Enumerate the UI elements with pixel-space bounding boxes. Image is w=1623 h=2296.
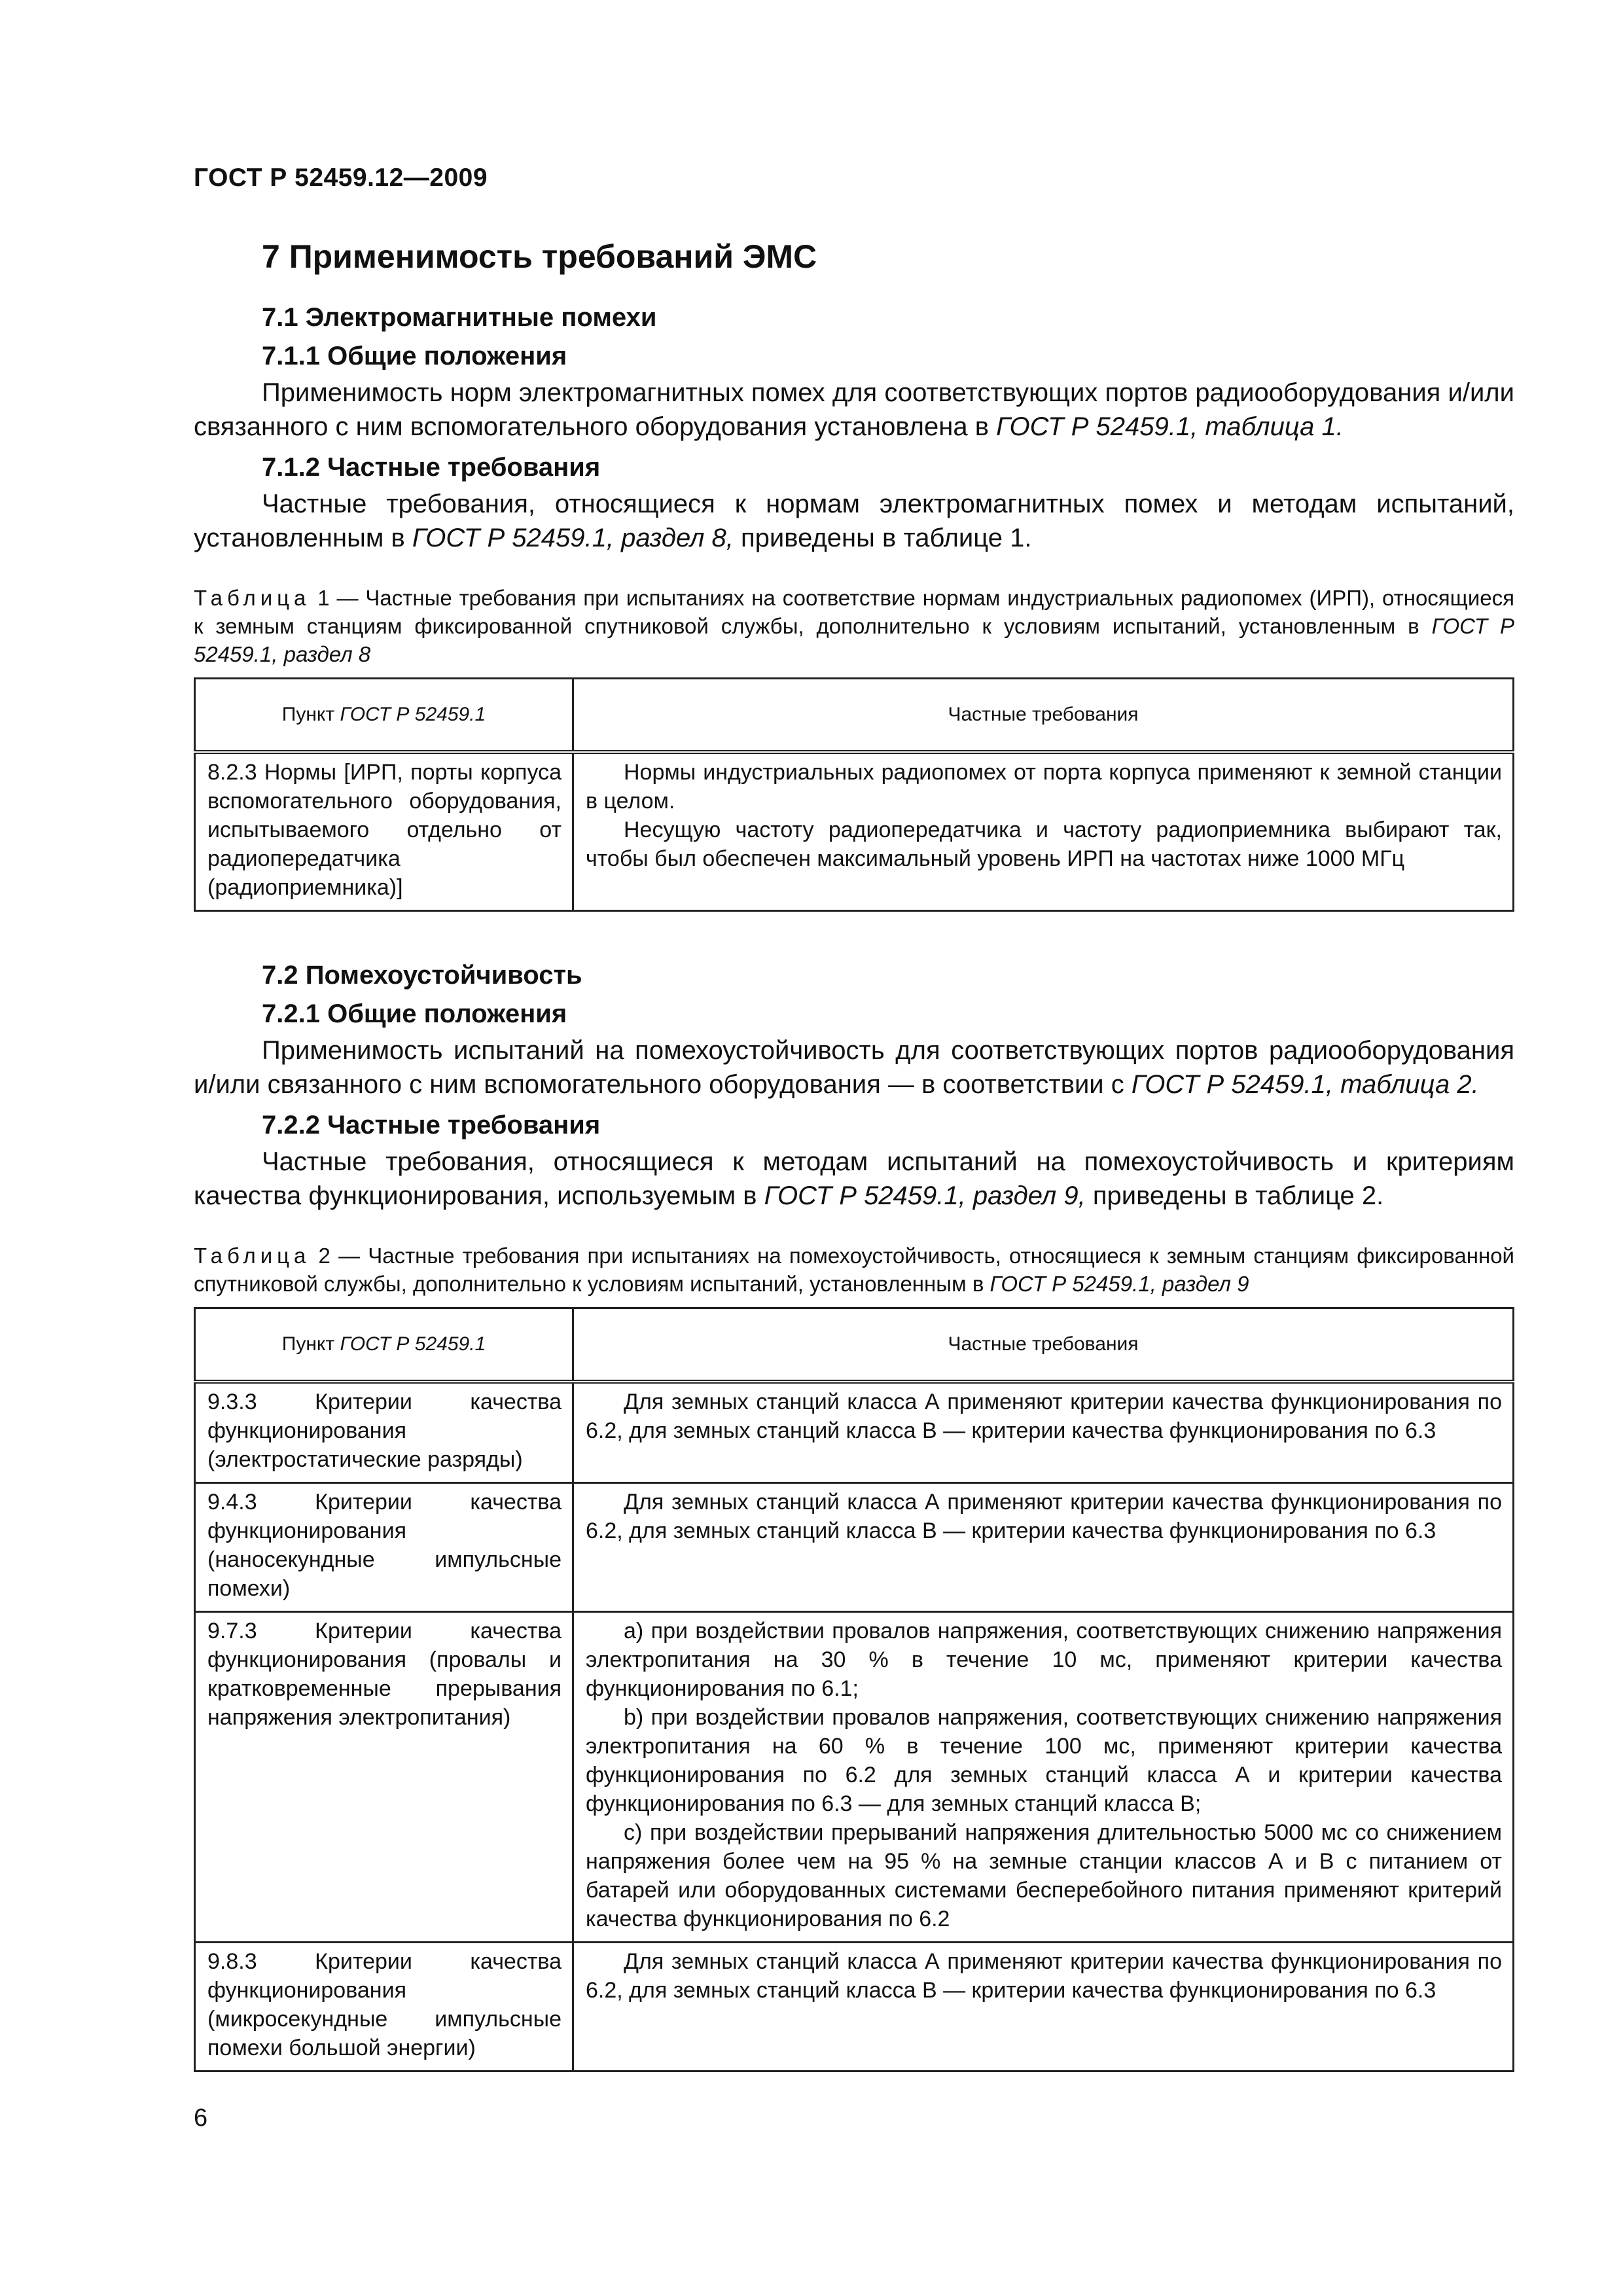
clause-cell: 9.8.3 Критерии качества функционирования (микросекундные импульсные помехи большой энергии): [195, 1943, 573, 2072]
table-row: [195, 1483, 1514, 1612]
section-7-2-1-title: 7.2.1 Общие положения: [262, 999, 567, 1028]
clause-cell: 8.2.3 Нормы [ИРП, порты корпуса вспомогательного оборудования, испытываемого отдельно от радиопередатчика (радиоприемника)]: [195, 752, 573, 911]
clause-cell: 9.3.3 Критерии качества функционирования (электростатические разряды): [195, 1382, 573, 1483]
section-7-2-2-text: Частные требования, относящиеся к методам испытаний на помехоустойчивость и критериям качества функционирования, используемым в ГОСТ Р 52459.1, раздел 9, приведены в таблице 2.: [194, 1147, 1514, 1210]
table-1: [194, 677, 1514, 912]
standard-reference: ГОСТ Р 52459.1, раздел 9: [990, 1272, 1249, 1296]
table-label: Таблица: [194, 586, 311, 610]
standard-reference: ГОСТ Р 52459.1, таблица 2.: [1131, 1070, 1479, 1099]
table-header-row: [195, 679, 1514, 753]
clause-cell: 9.4.3 Критерии качества функционирования (наносекундные импульсные помехи): [195, 1483, 573, 1612]
section-7-2-1-text: Применимость испытаний на помехоустойчивость для соответствующих портов радиооборудования и/или связанного с ним вспомогательного оборудования — в соответствии с ГОСТ Р 52459.1, таблица 2.: [194, 1036, 1514, 1099]
column-header-requirements: Частные требования: [573, 1308, 1514, 1382]
column-header-clause: Пункт ГОСТ Р 52459.1: [195, 679, 573, 753]
standard-reference: ГОСТ Р 52459.1, раздел 8,: [412, 524, 734, 552]
section-7-1-1-title: 7.1.1 Общие положения: [262, 342, 567, 370]
requirements-cell: Для земных станций класса А применяют критерии качества функционирования по 6.2, для земных станций класса В — критерии качества функционирования по 6.3: [573, 1382, 1514, 1483]
table-label: Таблица: [194, 1244, 311, 1268]
clause-cell: 9.7.3 Критерии качества функционирования (провалы и кратковременные прерывания напряжения электропитания): [195, 1612, 573, 1943]
table-row: [195, 1612, 1514, 1943]
standard-reference: ГОСТ Р 52459.1, раздел 8: [194, 614, 1514, 666]
column-header-clause: Пункт ГОСТ Р 52459.1: [195, 1308, 573, 1382]
section-7-title: 7 Применимость требований ЭМС: [262, 238, 817, 275]
section-7-2-title: 7.2 Помехоустойчивость: [262, 961, 582, 990]
standard-reference: ГОСТ Р 52459.1, раздел 9,: [764, 1181, 1086, 1210]
table-1-caption: Таблица 1 — Частные требования при испытаниях на соответствие нормам индустриальных радиопомех (ИРП), относящиеся к земным станциям фиксированной спутниковой службы, дополнительно к условиям испытаний, установленным в ГОСТ Р 52459.1, раздел 8: [194, 586, 1514, 666]
table-row: [195, 752, 1514, 911]
table-row: [195, 1382, 1514, 1483]
document-code-header: ГОСТ Р 52459.12—2009: [194, 164, 488, 192]
section-7-1-2-text: Частные требования, относящиеся к нормам электромагнитных помех и методам испытаний, установленным в ГОСТ Р 52459.1, раздел 8, приведены в таблице 1.: [194, 490, 1514, 552]
page-number: 6: [194, 2104, 208, 2132]
table-2-caption: Таблица 2 — Частные требования при испытаниях на помехоустойчивость, относящиеся к земным станциям фиксированной спутниковой службы, дополнительно к условиям испытаний, установленным в ГОСТ Р 52459.1, раздел 9: [194, 1244, 1514, 1296]
table-row: [195, 1943, 1514, 2072]
column-header-requirements: Частные требования: [573, 679, 1514, 753]
table-2: [194, 1307, 1514, 2072]
standard-reference: ГОСТ Р 52459.1, таблица 1.: [996, 412, 1344, 441]
requirements-cell: Нормы индустриальных радиопомех от порта корпуса применяют к земной станции в целом. Несущую частоту радиопередатчика и частоту радиоприемника выбирают так, чтобы был обеспечен максимальный уровень ИРП на частотах ниже 1000 МГц: [573, 752, 1514, 911]
section-7-1-title: 7.1 Электромагнитные помехи: [262, 303, 657, 332]
requirements-cell: Для земных станций класса А применяют критерии качества функционирования по 6.2, для земных станций класса В — критерии качества функционирования по 6.3: [573, 1943, 1514, 2072]
requirements-cell: а) при воздействии провалов напряжения, соответствующих снижению напряжения электропитания на 30 % в течение 10 мс, применяют критерии качества функционирования по 6.1; b) при воздействии провалов напряжения, соответствующих снижению напряжения электропитания на 60 % в течение 100 мс, применяют критерии качества функционирования по 6.2 для земных станций класса А и критерии качества функционирования по 6.3 — для земных станций класса В; с) при воздействии прерываний напряжения длительностью 5000 мс со снижением напряжения более чем на 95 % на земные станции классов А и В с питанием от батарей или оборудованных системами бесперебойного питания применяют критерий качества функционирования по 6.2: [573, 1612, 1514, 1943]
section-7-1-1-text: Применимость норм электромагнитных помех для соответствующих портов радиооборудования и/или связанного с ним вспомогательного оборудования установлена в ГОСТ Р 52459.1, таблица 1.: [194, 378, 1514, 441]
table-header-row: [195, 1308, 1514, 1382]
requirements-cell: Для земных станций класса А применяют критерии качества функционирования по 6.2, для земных станций класса В — критерии качества функционирования по 6.3: [573, 1483, 1514, 1612]
page-content: [194, 236, 1514, 2072]
section-7-1-2-title: 7.1.2 Частные требования: [262, 453, 601, 482]
section-7-2-2-title: 7.2.2 Частные требования: [262, 1111, 601, 1139]
